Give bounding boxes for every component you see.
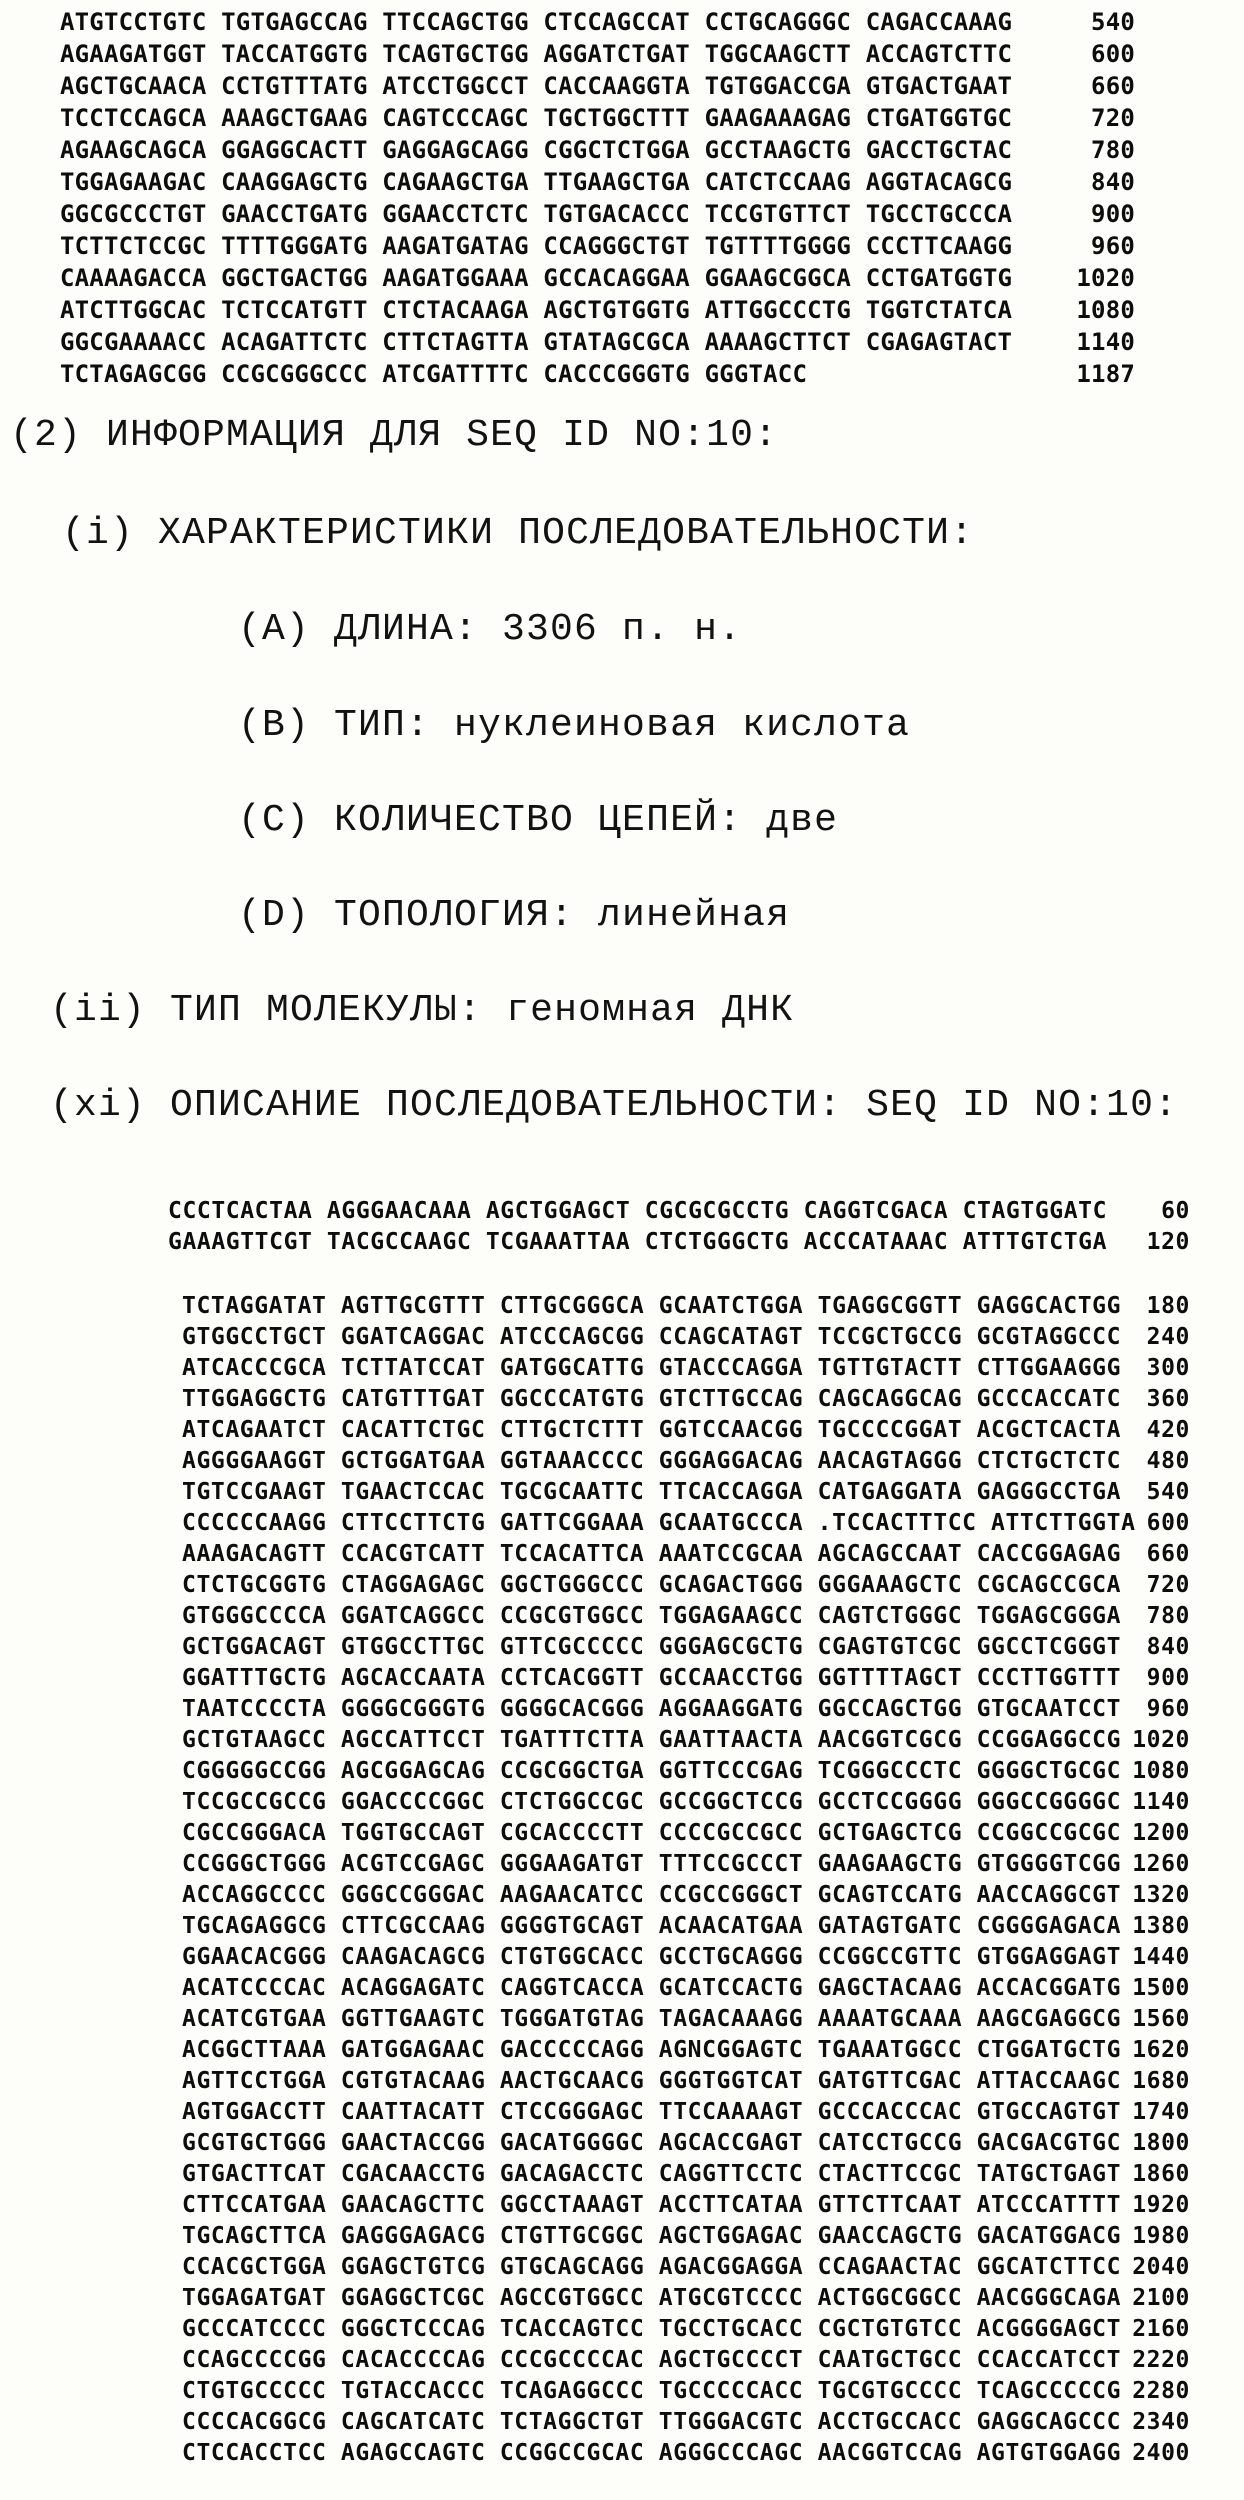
- sequence-position-number: 900: [1091, 200, 1135, 228]
- sequence-position-number: 1140: [1132, 1789, 1190, 1815]
- sequence-position-number: 1800: [1132, 2130, 1190, 2156]
- sequence-text: CTGTGCCCCC TGTACCACCC TCAGAGGCCC TGCCCCCACC TGCGTGCCCC TCAGCCCCCG: [182, 2378, 1122, 2404]
- sequence-text: ATCTTGGCAC TCTCCATGTT CTCTACAAGA AGCTGTGGTG ATTGGCCCTG TGGTCTATCA: [60, 296, 1013, 324]
- sequence-position-number: 540: [1091, 8, 1135, 36]
- sequence-text: CCCCACGGCG CAGCATCATC TCTAGGCTGT TTGGGACGTC ACCTGCCACC GAGGCAGCCC: [182, 2409, 1122, 2435]
- sequence-position-number: 2100: [1132, 2285, 1190, 2311]
- sequence-row: [182, 1973, 1190, 2004]
- sequence-text: AGAAGCAGCA GGAGGCACTT GAGGAGCAGG CGGCTCTGGA GCCTAAGCTG GACCTGCTAC: [60, 136, 1013, 164]
- sequence-row: [182, 1291, 1190, 1322]
- sequence-text: CTCCACCTCC AGAGCCAGTC CCGGCCGCAC AGGGCCCAGC AACGGTCCAG AGTGTGGAGG: [182, 2440, 1122, 2466]
- sequence-row: [168, 1227, 1190, 1258]
- sequence-row: [182, 1694, 1190, 1725]
- sequence-text: CTTCCATGAA GAACAGCTTC GGCCTAAAGT ACCTTCATAA GTTCTTCAAT ATCCCATTTT: [182, 2192, 1122, 2218]
- sequence-row: [60, 230, 1135, 262]
- sequence-position-number: 60: [1161, 1198, 1190, 1224]
- sequence-text: AGTGGACCTT CAATTACATT CTCCGGGAGC TTCCAAAAGT GCCCACCCAC GTGCCAGTGT: [182, 2099, 1122, 2125]
- sequence-position-number: 1020: [1076, 264, 1135, 292]
- sequence-row: [60, 6, 1135, 38]
- sequence-text: AGGGGAAGGT GCTGGATGAA GGTAAACCCC GGGAGGACAG AACAGTAGGG CTCTGCTCTC: [182, 1448, 1122, 1474]
- sequence-text: CCGGGCTGGG ACGTCCGAGC GGGAAGATGT TTTCCGCCCT GAAGAAGCTG GTGGGGTCGG: [182, 1851, 1122, 1877]
- sequence-position-number: 1560: [1132, 2006, 1190, 2032]
- sequence-row: [182, 1818, 1190, 1849]
- sequence-row: [60, 358, 1135, 390]
- sequence-position-number: 1080: [1132, 1758, 1190, 1784]
- sequence-position-number: 1380: [1132, 1913, 1190, 1939]
- sequence-row: [182, 2159, 1190, 2190]
- sequence-text: ATCACCCGCA TCTTATCCAT GATGGCATTG GTACCCAGGA TGTTGTACTT CTTGGAAGGG: [182, 1355, 1122, 1381]
- sequence-text: ACGGCTTAAA GATGGAGAAC GACCCCCAGG AGNCGGAGTC TGAAATGGCC CTGGATGCTG: [182, 2037, 1122, 2063]
- sequence-position-number: 1140: [1076, 328, 1135, 356]
- sequence-row: [182, 2221, 1190, 2252]
- sequence-position-number: 720: [1091, 104, 1135, 132]
- sequence-row: [182, 2283, 1190, 2314]
- sequence-position-number: 1980: [1132, 2223, 1190, 2249]
- sequence-text: CCACGCTGGA GGAGCTGTCG GTGCAGCAGG AGACGGAGGA CCAGAACTAC GGCATCTTCC: [182, 2254, 1122, 2280]
- sequence-row: [182, 1787, 1190, 1818]
- sequence-text: ATCAGAATCT CACATTCTGC CTTGCTCTTT GGTCCAACGG TGCCCCGGAT ACGCTCACTA: [182, 1417, 1122, 1443]
- sequence-text: GCCCATCCCC GGGCTCCCAG TCACCAGTCC TGCCTGCACC CGCTGTGTCC ACGGGGAGCT: [182, 2316, 1122, 2342]
- sequence-position-number: 600: [1091, 40, 1135, 68]
- sequence-row: [182, 1353, 1190, 1384]
- sequence-row: [60, 326, 1135, 358]
- sequence-position-number: 2400: [1132, 2440, 1190, 2466]
- sequence-text: CCAGCCCCGG CACACCCCAG CCCGCCCCAC AGCTGCCCCT CAATGCTGCC CCACCATCCT: [182, 2347, 1122, 2373]
- sequence-row: [60, 38, 1135, 70]
- sequence-row: [182, 1632, 1190, 1663]
- sequence-position-number: 660: [1091, 72, 1135, 100]
- sequence-position-number: 660: [1146, 1541, 1190, 1567]
- sequence-text: TGGAGATGAT GGAGGCTCGC AGCCGTGGCC ATGCGTCCCC ACTGGCGGCC AACGGGCAGA: [182, 2285, 1122, 2311]
- sequence-text: ATGTCCTGTC TGTGAGCCAG TTCCAGCTGG CTCCAGCCAT CCTGCAGGGC CAGACCAAAG: [60, 8, 1013, 36]
- sequence-row: [168, 1196, 1190, 1227]
- sequence-position-number: 840: [1146, 1634, 1190, 1660]
- sequence-row: [182, 2252, 1190, 2283]
- sequence-text: GTGACTTCAT CGACAACCTG GACAGACCTC CAGGTTCCTC CTACTTCCGC TATGCTGAGT: [182, 2161, 1122, 2187]
- top-sequence-block: [60, 6, 1135, 390]
- sequence-position-number: 720: [1146, 1572, 1190, 1598]
- sequence-text: CCCCCCAAGG CTTCCTTCTG GATTCGGAAA GCAATGCCCA .TCCACTTTCC ATTCTTGGTA: [182, 1510, 1136, 1536]
- sequence-text: GGATTTGCTG AGCACCAATA CCTCACGGTT GCCAACCTGG GGTTTTAGCT CCCTTGGTTT: [182, 1665, 1122, 1691]
- sequence-position-number: 1260: [1132, 1851, 1190, 1877]
- sequence-text: TAATCCCCTA GGGGCGGGTG GGGGCACGGG AGGAAGGATG GGCCAGCTGG GTGCAATCCT: [182, 1696, 1122, 1722]
- sequence-row: [182, 2066, 1190, 2097]
- sequence-row: [60, 198, 1135, 230]
- sequence-row: [182, 2345, 1190, 2376]
- sequence-text: AGCTGCAACA CCTGTTTATG ATCCTGGCCT CACCAAGGTA TGTGGACCGA GTGACTGAAT: [60, 72, 1013, 100]
- info-sequence-description: (xi) ОПИСАНИЕ ПОСЛЕДОВАТЕЛЬНОСТИ: SEQ ID NO:10:: [50, 1084, 1179, 1127]
- sequence-text: TCCTCCAGCA AAAGCTGAAG CAGTCCCAGC TGCTGGCTTT GAAGAAAGAG CTGATGGTGC: [60, 104, 1013, 132]
- sequence-position-number: 540: [1146, 1479, 1190, 1505]
- info-type: (B) ТИП: нуклеиновая кислота: [238, 704, 911, 747]
- sequence-row: [182, 1942, 1190, 1973]
- sequence-position-number: 300: [1146, 1355, 1190, 1381]
- sequence-text: TGGAGAAGAC CAAGGAGCTG CAGAAGCTGA TTGAAGCTGA CATCTCCAAG AGGTACAGCG: [60, 168, 1013, 196]
- sequence-position-number: 1620: [1132, 2037, 1190, 2063]
- sequence-row: [182, 2376, 1190, 2407]
- sequence-text: CAAAAGACCA GGCTGACTGG AAGATGGAAA GCCACAGGAA GGAAGCGGCA CCTGATGGTG: [60, 264, 1013, 292]
- sequence-row: [182, 2035, 1190, 2066]
- sequence-position-number: 1920: [1132, 2192, 1190, 2218]
- sequence-position-number: 180: [1146, 1293, 1190, 1319]
- sequence-row: [182, 1539, 1190, 1570]
- sequence-position-number: 1440: [1132, 1944, 1190, 1970]
- sequence-position-number: 1020: [1132, 1727, 1190, 1753]
- sequence-row: [60, 102, 1135, 134]
- sequence-row: [182, 1415, 1190, 1446]
- sequence-text: GGCGAAAACC ACAGATTCTC CTTCTAGTTA GTATAGCGCA AAAAGCTTCT CGAGAGTACT: [60, 328, 1013, 356]
- sequence-position-number: 1187: [1076, 360, 1135, 388]
- sequence-row: [182, 1601, 1190, 1632]
- sequence-text: GGAACACGGG CAAGACAGCG CTGTGGCACC GCCTGCAGGG CCGGCCGTTC GTGGAGGAGT: [182, 1944, 1122, 1970]
- sequence-position-number: 2040: [1132, 2254, 1190, 2280]
- sequence-text: ACATCGTGAA GGTTGAAGTC TGGGATGTAG TAGACAAAGG AAAATGCAAA AAGCGAGGCG: [182, 2006, 1122, 2032]
- sequence-row: [60, 294, 1135, 326]
- sequence-text: TCTAGAGCGG CCGCGGGCCC ATCGATTTTC CACCCGGGTG GGGTACC: [60, 360, 808, 388]
- sequence-row: [182, 1725, 1190, 1756]
- info-topology: (D) ТОПОЛОГИЯ: линейная: [238, 894, 791, 937]
- sequence-row: [182, 1849, 1190, 1880]
- sequence-position-number: 600: [1146, 1510, 1190, 1536]
- sequence-text: AAAGACAGTT CCACGTCATT TCCACATTCA AAATCCGCAA AGCAGCCAAT CACCGGAGAG: [182, 1541, 1122, 1567]
- sequence-text: CGCCGGGACA TGGTGCCAGT CGCACCCCTT CCCCGCCGCC GCTGAGCTCG CCGGCCGCGC: [182, 1820, 1122, 1846]
- sequence-position-number: 1200: [1132, 1820, 1190, 1846]
- info-characteristics: (i) ХАРАКТЕРИСТИКИ ПОСЛЕДОВАТЕЛЬНОСТИ:: [62, 512, 975, 555]
- sequence-text: CGGGGGCCGG AGCGGAGCAG CCGCGGCTGA GGTTCCCGAG TCGGGCCCTC GGGGCTGCGC: [182, 1758, 1122, 1784]
- sequence-row: [182, 2438, 1190, 2469]
- sequence-row: [182, 2314, 1190, 2345]
- sequence-text: GTGGGCCCCA GGATCAGGCC CCGCGTGGCC TGGAGAAGCC CAGTCTGGGC TGGAGCGGGA: [182, 1603, 1122, 1629]
- bottom-sequence-intro-block: [168, 1196, 1190, 1258]
- sequence-position-number: 240: [1146, 1324, 1190, 1350]
- sequence-row: [182, 2097, 1190, 2128]
- sequence-position-number: 120: [1146, 1229, 1190, 1255]
- sequence-text: ACATCCCCAC ACAGGAGATC CAGGTCACCA GCATCCACTG GAGCTACAAG ACCACGGATG: [182, 1975, 1122, 2001]
- sequence-position-number: 2160: [1132, 2316, 1190, 2342]
- sequence-position-number: 2280: [1132, 2378, 1190, 2404]
- sequence-text: GAAAGTTCGT TACGCCAAGC TCGAAATTAA CTCTGGGCTG ACCCATAAAC ATTTGTCTGA: [168, 1229, 1108, 1255]
- sequence-text: TGTCCGAAGT TGAACTCCAC TGCGCAATTC TTCACCAGGA CATGAGGATA GAGGGCCTGA: [182, 1479, 1122, 1505]
- bottom-sequence-main-block: [182, 1291, 1190, 2469]
- sequence-row: [182, 2407, 1190, 2438]
- sequence-position-number: 1680: [1132, 2068, 1190, 2094]
- sequence-row: [182, 1508, 1190, 1539]
- sequence-text: ACCAGGCCCC GGGCCGGGAC AAGAACATCC CCGCCGGGCT GCAGTCCATG AACCAGGCGT: [182, 1882, 1122, 1908]
- info-length: (A) ДЛИНА: 3306 п. н.: [238, 608, 743, 651]
- sequence-row: [182, 2004, 1190, 2035]
- sequence-text: GCGTGCTGGG GAACTACCGG GACATGGGGC AGCACCGAGT CATCCTGCCG GACGACGTGC: [182, 2130, 1122, 2156]
- sequence-row: [182, 2190, 1190, 2221]
- sequence-position-number: 1320: [1132, 1882, 1190, 1908]
- sequence-text: TCCGCCGCCG GGACCCCGGC CTCTGGCCGC GCCGGCTCCG GCCTCCGGGG GGGCCGGGGC: [182, 1789, 1122, 1815]
- sequence-row: [182, 1446, 1190, 1477]
- sequence-text: TCTTCTCCGC TTTTGGGATG AAGATGATAG CCAGGGCTGT TGTTTTGGGG CCCTTCAAGG: [60, 232, 1013, 260]
- sequence-row: [182, 1322, 1190, 1353]
- sequence-position-number: 1860: [1132, 2161, 1190, 2187]
- sequence-row: [182, 1384, 1190, 1415]
- sequence-position-number: 840: [1091, 168, 1135, 196]
- sequence-row: [182, 1911, 1190, 1942]
- sequence-position-number: 420: [1146, 1417, 1190, 1443]
- sequence-text: TGCAGCTTCA GAGGGAGACG CTGTTGCGGC AGCTGGAGAC GAACCAGCTG GACATGGACG: [182, 2223, 1122, 2249]
- sequence-text: CTCTGCGGTG CTAGGAGAGC GGCTGGGCCC GCAGACTGGG GGGAAAGCTC CGCAGCCGCA: [182, 1572, 1122, 1598]
- sequence-text: TCTAGGATAT AGTTGCGTTT CTTGCGGGCA GCAATCTGGA TGAGGCGGTT GAGGCACTGG: [182, 1293, 1122, 1319]
- sequence-row: [60, 70, 1135, 102]
- sequence-position-number: 480: [1146, 1448, 1190, 1474]
- sequence-text: TGCAGAGGCG CTTCGCCAAG GGGGTGCAGT ACAACATGAA GATAGTGATC CGGGGAGACA: [182, 1913, 1122, 1939]
- sequence-text: AGAAGATGGT TACCATGGTG TCAGTGCTGG AGGATCTGAT TGGCAAGCTT ACCAGTCTTC: [60, 40, 1013, 68]
- sequence-position-number: 960: [1146, 1696, 1190, 1722]
- sequence-row: [60, 262, 1135, 294]
- sequence-row: [182, 1477, 1190, 1508]
- sequence-text: GGCGCCCTGT GAACCTGATG GGAACCTCTC TGTGACACCC TCCGTGTTCT TGCCTGCCCA: [60, 200, 1013, 228]
- sequence-position-number: 960: [1091, 232, 1135, 260]
- sequence-position-number: 360: [1146, 1386, 1190, 1412]
- info-strand-count: (C) КОЛИЧЕСТВО ЦЕПЕЙ: две: [238, 799, 839, 842]
- sequence-text: AGTTCCTGGA CGTGTACAAG AACTGCAACG GGGTGGTCAT GATGTTCGAC ATTACCAAGC: [182, 2068, 1122, 2094]
- sequence-row: [182, 1880, 1190, 1911]
- sequence-row: [182, 1570, 1190, 1601]
- sequence-text: CCCTCACTAA AGGGAACAAA AGCTGGAGCT CGCGCGCCTG CAGGTCGACA CTAGTGGATC: [168, 1198, 1108, 1224]
- sequence-row: [182, 1756, 1190, 1787]
- sequence-row: [182, 1663, 1190, 1694]
- sequence-position-number: 1080: [1076, 296, 1135, 324]
- sequence-text: GTGGCCTGCT GGATCAGGAC ATCCCAGCGG CCAGCATAGT TCCGCTGCCG GCGTAGGCCC: [182, 1324, 1122, 1350]
- sequence-position-number: 1500: [1132, 1975, 1190, 2001]
- sequence-text: GCTGTAAGCC AGCCATTCCT TGATTTCTTA GAATTAACTA AACGGTCGCG CCGGAGGCCG: [182, 1727, 1122, 1753]
- sequence-row: [60, 134, 1135, 166]
- info-section-heading: (2) ИНФОРМАЦИЯ ДЛЯ SEQ ID NO:10:: [10, 414, 779, 457]
- sequence-row: [182, 2128, 1190, 2159]
- sequence-text: TTGGAGGCTG CATGTTTGAT GGCCCATGTG GTCTTGCCAG CAGCAGGCAG GCCCACCATC: [182, 1386, 1122, 1412]
- sequence-row: [60, 166, 1135, 198]
- sequence-position-number: 900: [1146, 1665, 1190, 1691]
- sequence-position-number: 780: [1146, 1603, 1190, 1629]
- sequence-position-number: 780: [1091, 136, 1135, 164]
- sequence-position-number: 1740: [1132, 2099, 1190, 2125]
- sequence-position-number: 2340: [1132, 2409, 1190, 2435]
- sequence-text: GCTGGACAGT GTGGCCTTGC GTTCGCCCCC GGGAGCGCTG CGAGTGTCGC GGCCTCGGGT: [182, 1634, 1122, 1660]
- info-molecule-type: (ii) ТИП МОЛЕКУЛЫ: геномная ДНК: [50, 989, 795, 1032]
- sequence-position-number: 2220: [1132, 2347, 1190, 2373]
